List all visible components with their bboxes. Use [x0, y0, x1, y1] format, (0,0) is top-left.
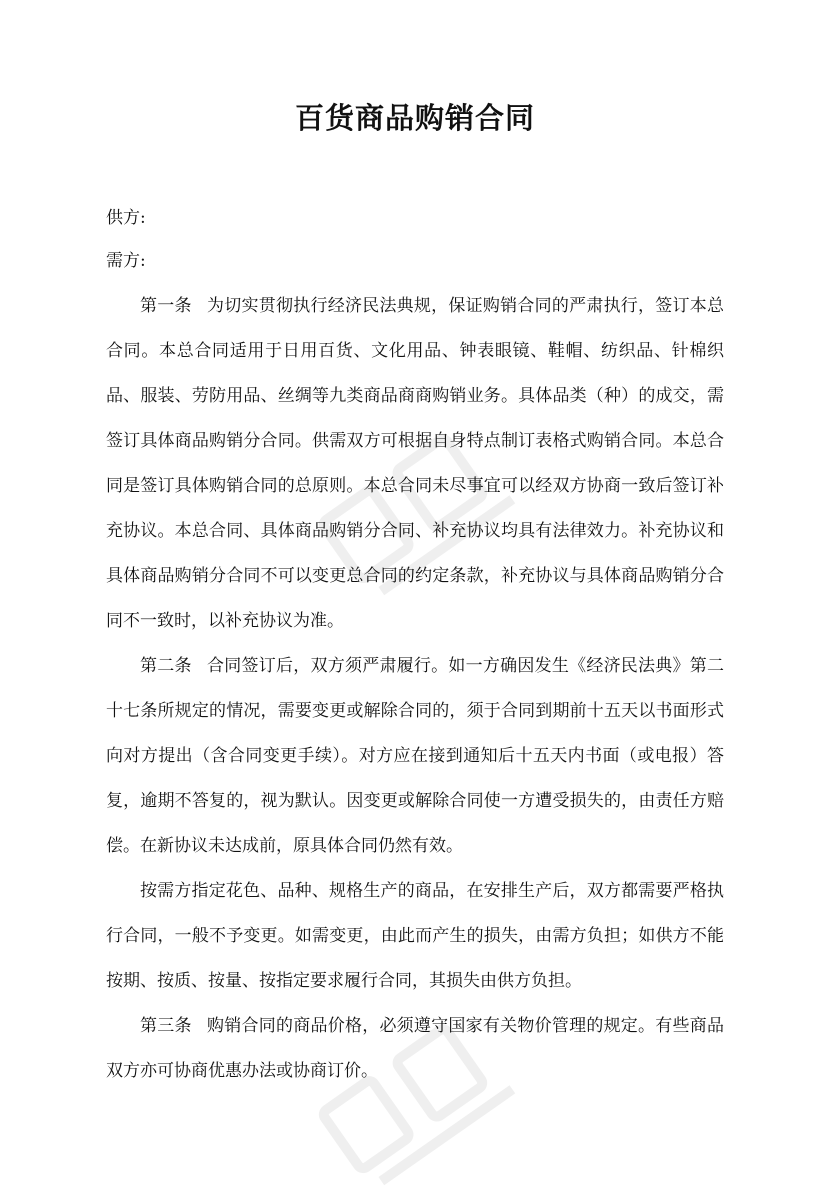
clause-text: 购销合同的商品价格，必须遵守国家有关物价管理的规定。有些商品双方亦可协商优惠办法或协商订价。: [106, 1016, 725, 1081]
document-title: 百货商品购销合同: [294, 101, 535, 135]
supplier-label: 供方:: [106, 208, 146, 228]
clause-paragraph: [106, 869, 724, 1004]
clause-number: 第一条: [140, 296, 192, 316]
contract-body: [106, 284, 724, 1094]
clause-text: 合同签订后，双方须严肃履行。如一方确因发生《经济民法典》第二十七条所规定的情况，需要变更或解除合同的，须于合同到期前十五天以书面形式向对方提出（含合同变更手续）。对方应在接到通知后十五天内书面（或电报）答复，逾期不答复的，视为默认。因变更或解除合同使一方遭受损失的，由责任方赔偿。在新协议未达成前，原具体合同仍然有效。: [106, 656, 725, 856]
clause-paragraph: [106, 1004, 724, 1094]
clause-number: 第二条: [140, 656, 192, 676]
clause-text: 按需方指定花色、品种、规格生产的商品，在安排生产后，双方都需要严格执行合同，一般不予变更。如需变更，由此而产生的损失，由需方负担；如供方不能按期、按质、按量、按指定要求履行合同，其损失由供方负担。: [106, 881, 724, 991]
buyer-label: 需方:: [106, 251, 146, 271]
clause-paragraph: [106, 284, 724, 644]
clause-paragraph: [106, 644, 724, 869]
clause-text: 为切实贯彻执行经济民法典规，保证购销合同的严肃执行，签订本总合同。本总合同适用于日用百货、文化用品、钟表眼镜、鞋帽、纺织品、针棉织品、服装、劳防用品、丝绸等九类商品商商购销业务。具体品类（种）的成交，需签订具体商品购销分合同。供需双方可根据自身特点制订表格式购销合同。本总合同是签订具体购销合同的总原则。本总合同未尽事宜可以经双方协商一致后签订补充协议。本总合同、具体商品购销分合同、补充协议均具有法律效力。补充协议和具体商品购销分合同不可以变更总合同的约定条款，补充协议与具体商品购销分合同不一致时，以补充协议为准。: [106, 296, 725, 631]
clause-number: 第三条: [140, 1016, 192, 1036]
